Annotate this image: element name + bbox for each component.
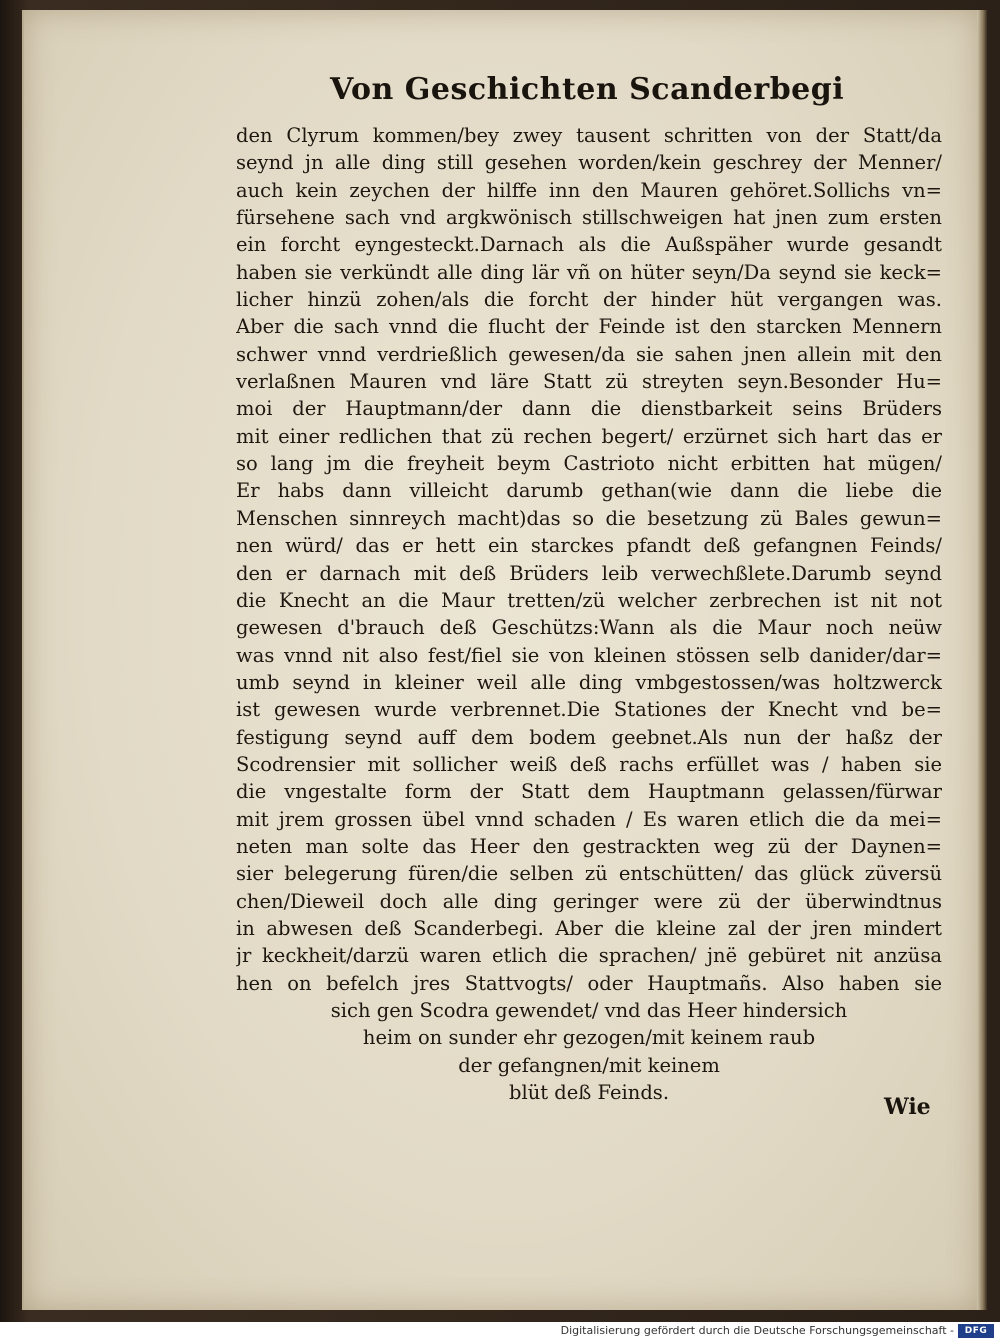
text-line: was vnnd nit also fest/fiel sie von kleinen stössen selb danider/dar= <box>236 643 942 667</box>
text-line: heim on sunder ehr gezogen/mit keinem raub <box>362 1026 816 1050</box>
text-line: schwer vnnd verdrießlich gewesen/da sie sahen jnen allein mit den <box>236 342 942 366</box>
page-edge <box>977 10 987 1310</box>
dfg-logo: DFG <box>958 1324 994 1338</box>
text-line: haben sie verkündt alle ding lär vñ on hüter seyn/Da seynd sie keck= <box>236 260 942 284</box>
text-line: verlaßnen Mauren vnd läre Statt zü streyten seyn.Besonder Hu= <box>236 370 942 394</box>
text-line: fürsehene sach vnd argkwönisch stillschweigen hat jnen zum ersten <box>236 206 942 230</box>
text-line: nen würd/ das er hett ein starckes pfandt deß gefangnen Feinds/ <box>236 534 942 558</box>
text-line: seynd jn alle ding still gesehen worden/kein geschrey der Menner/ <box>236 151 942 175</box>
text-line: in abwesen deß Scanderbegi. Aber die kleine zal der jren mindert <box>236 916 942 940</box>
text-line: umb seynd in kleiner weil alle ding vmbgestossen/was holtzwerck <box>236 670 942 694</box>
text-line: den Clyrum kommen/bey zwey tausent schritten von der Statt/da <box>236 124 942 147</box>
text-line: auch kein zeychen der hilffe inn den Mauren gehöret.Sollichs vn= <box>236 178 942 202</box>
text-line: so lang jm die freyheit beym Castrioto nicht erbitten hat mügen/ <box>236 452 942 476</box>
text-line: Aber die sach vnnd die flucht der Feinde ist den starcken Mennern <box>236 315 942 339</box>
footer-bar <box>0 1322 1000 1341</box>
text-line: moi der Hauptmann/der dann die dienstbarkeit seins Brüders <box>236 397 942 421</box>
text-line: sich gen Scodra gewendet/ vnd das Heer hindersich <box>330 999 848 1022</box>
text-line: Scodrensier mit sollicher weiß deß rachs erfüllet was / haben sie <box>236 752 942 776</box>
text-line: der gefangnen/mit keinem <box>458 1053 720 1077</box>
text-line: blüt deß Feinds. <box>508 1081 670 1105</box>
text-line: gewesen d'brauch deß Geschützs:Wann als die Maur noch neüw <box>236 616 942 640</box>
text-line: licher hinzü zohen/als die forcht der hinder hüt vergangen was. <box>236 288 942 312</box>
text-line: ist gewesen wurde verbrennet.Die Stationes der Knecht vnd be= <box>236 698 942 722</box>
text-line: ein forcht eyngesteckt.Darnach als die Außspäher wurde gesandt <box>236 233 942 257</box>
text-line: Er habs dann villeicht darumb gethan(wie dann die liebe die <box>236 479 942 503</box>
text-line: jr keckheit/darzü waren etlich die sprachen/ jnë gebüret nit anzüsa <box>236 944 942 968</box>
catchword: Wie <box>884 1094 931 1120</box>
text-line: die Knecht an die Maur tretten/zü welcher zerbrechen ist nit not <box>236 588 942 612</box>
text-line: mit einer redlichen that zü rechen begert/ erzürnet sich hart das er <box>236 424 942 448</box>
text-line: den er darnach mit deß Brüders leib verwechßlete.Darumb seynd <box>236 561 942 585</box>
text-line: neten man solte das Heer den gestrackten weg zü der Daynen= <box>236 834 942 858</box>
text-line: festigung seynd auff dem bodem geebnet.Als nun der haßz der <box>236 725 942 749</box>
text-line: chen/Dieweil doch alle ding geringer were zü der überwindtnus <box>236 889 942 913</box>
text-line: sier belegerung füren/die selben zü entschütten/ das glück züversü <box>236 862 942 886</box>
text-line: hen on befelch jres Stattvogts/ oder Hauptmañs. Also haben sie <box>236 971 942 995</box>
text-line: die vngestalte form der Statt dem Hauptmann gelassen/fürwar <box>236 780 942 804</box>
footer-credit: Digitalisierung gefördert durch die Deutsche Forschungsgemeinschaft - <box>560 1324 954 1337</box>
body-text <box>236 122 942 1106</box>
text-line: Menschen sinnreych macht)das so die besetzung zü Bales gewun= <box>236 506 942 530</box>
text-line: mit jrem grossen übel vnnd schaden / Es waren etlich die da mei= <box>236 807 942 831</box>
running-head: Von Geschichten Scanderbegi <box>330 72 845 107</box>
